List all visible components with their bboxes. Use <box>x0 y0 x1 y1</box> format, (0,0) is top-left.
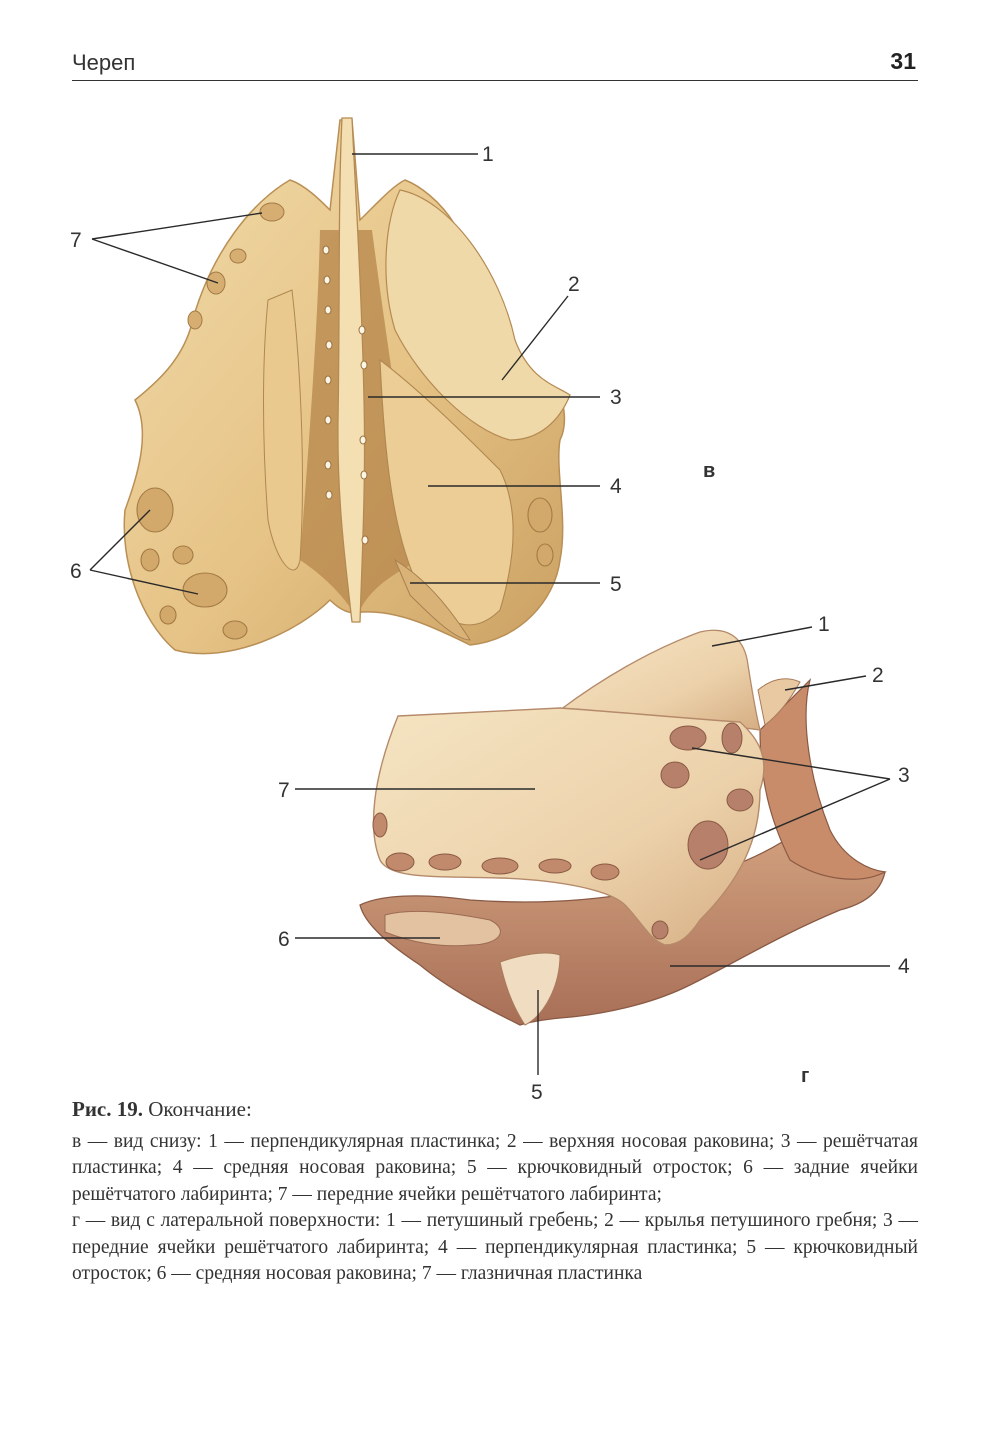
panel-g-label-7: 7 <box>278 779 290 802</box>
panel-v-label-1: 1 <box>482 143 494 166</box>
panel-g-letter: г <box>801 1065 810 1087</box>
panel-v-letter: в <box>703 460 716 482</box>
panel-g-label-3: 3 <box>898 764 910 787</box>
caption-figure-number: Рис. 19. <box>72 1097 143 1121</box>
panel-v-label-7: 7 <box>70 229 82 252</box>
panel-v-label-6: 6 <box>70 560 82 583</box>
figure-caption <box>72 1096 918 1288</box>
ethmoid-inferior-view-illustration <box>70 118 715 654</box>
caption-heading <box>72 1096 918 1123</box>
page-number: 31 <box>890 48 916 74</box>
caption-view-v: в — вид снизу: 1 — перпендикулярная пластинка; 2 — верхняя носовая раковина; 3 — решётчатая пластинка; 4 — средняя носовая раковина; 5 — крючковидный отросток; 6 — задние ячейки решётчатого лабиринта; 7 — передние ячейки решётчатого лабиринта; <box>72 1130 918 1205</box>
panel-v-label-4: 4 <box>610 475 622 498</box>
panel-g-label-6: 6 <box>278 928 290 951</box>
panel-g-label-5: 5 <box>531 1081 543 1104</box>
caption-figure-title: Окончание: <box>148 1097 252 1121</box>
panel-v-label-3: 3 <box>610 386 622 409</box>
panel-v-label-2: 2 <box>568 273 580 296</box>
panel-g-label-2: 2 <box>872 664 884 687</box>
caption-view-g: г — вид с латеральной поверхности: 1 — петушиный гребень; 2 — крылья петушиного гребня; 3 — передние ячейки решётчатого лабиринта; 4 — перпендикулярная пластинка; 5 — крючковидный отросток; 6 — средняя носовая раковина; 7 — глазничная пластинка <box>72 1210 918 1284</box>
panel-v-label-5: 5 <box>610 573 622 596</box>
panel-g-label-4: 4 <box>898 955 910 978</box>
running-title: Череп <box>72 50 136 75</box>
panel-g-label-1: 1 <box>818 613 830 636</box>
ethmoid-lateral-view-illustration <box>278 613 910 1104</box>
